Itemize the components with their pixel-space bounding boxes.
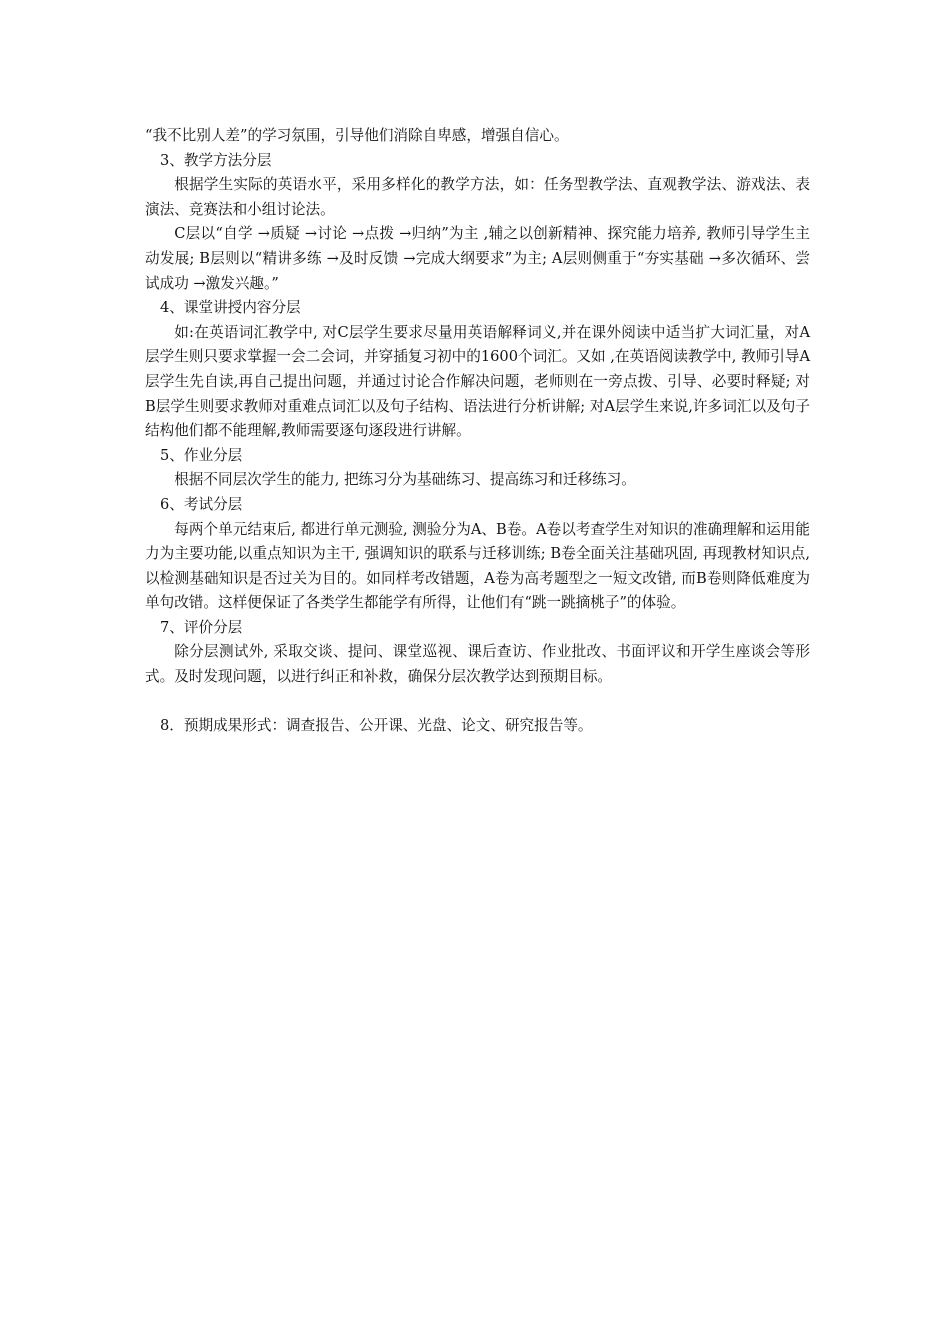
body-paragraph: “我不比别人差”的学习氛围，引导他们消除自卑感，增强自信心。 [145,127,569,144]
body-paragraph: 每两个单元结束后, 都进行单元测验, 测验分为A、B卷。A卷以考查学生对知识的准确理解和运用能力为主要功能,以重点知识为主干, 强调知识的联系与迁移训练; B卷全面关注基础巩固, 再现教材知识点, 以检测基础知识是否过关为目的。如同样考改错题，A卷为高考题型之一短文改错, 而B卷则降低难度为单句改错。这样便保证了各类学生都能学有所得，让他们有“跳一跳摘桃子”的体验。 [145,520,810,612]
section-heading: 5、作业分层 [160,446,243,464]
body-paragraph: 根据不同层次学生的能力, 把练习分为基础练习、提高练习和迁移练习。 [174,471,636,489]
section-heading: 3、教学方法分层 [160,151,272,169]
section-heading: 7、评价分层 [160,618,243,636]
body-paragraph: 除分层测试外, 采取交谈、提问、课堂巡视、课后查访、作业批改、书面评议和开学生座谈会等形式。及时发现问题，以进行纠正和补救，确保分层次教学达到预期目标。 [145,643,810,686]
blank-line [145,690,810,714]
section-heading: 4、课堂讲授内容分层 [160,299,301,317]
section-heading: 6、考试分层 [160,495,243,513]
expected-results-line: 8．预期成果形式：调查报告、公开课、光盘、论文、研究报告等。 [160,716,593,734]
document-page [145,124,810,738]
body-paragraph: 根据学生实际的英语水平，采用多样化的教学方法，如：任务型教学法、直观教学法、游戏法、表演法、竞赛法和小组讨论法。 [145,176,810,218]
body-paragraph: 如:在英语词汇教学中, 对C层学生要求尽量用英语解释词义,并在课外阅读中适当扩大词汇量，对A层学生则只要求掌握一会二会词，并穿插复习初中的1600个词汇。又如 ,在英语阅读教学中, 教师引导A层学生先自读,再自己提出问题，并通过讨论合作解决问题，老师则在一旁点拨、引导、必要时释疑; 对B层学生则要求教师对重难点词汇以及句子结构、语法进行分析讲解; 对A层学生来说,许多词汇以及句子结构他们都不能理解,教师需要逐句逐段进行讲解。 [145,323,810,440]
body-paragraph: C层以“自学 →质疑 →讨论 →点拨 →归纳”为主 ,辅之以创新精神、探究能力培养, 教师引导学生主动发展; B层则以“精讲多练 →及时反馈 →完成大纲要求”为主; A层则侧重于“夯实基础 →多次循环、尝试成功 →激发兴趣。” [145,225,810,292]
